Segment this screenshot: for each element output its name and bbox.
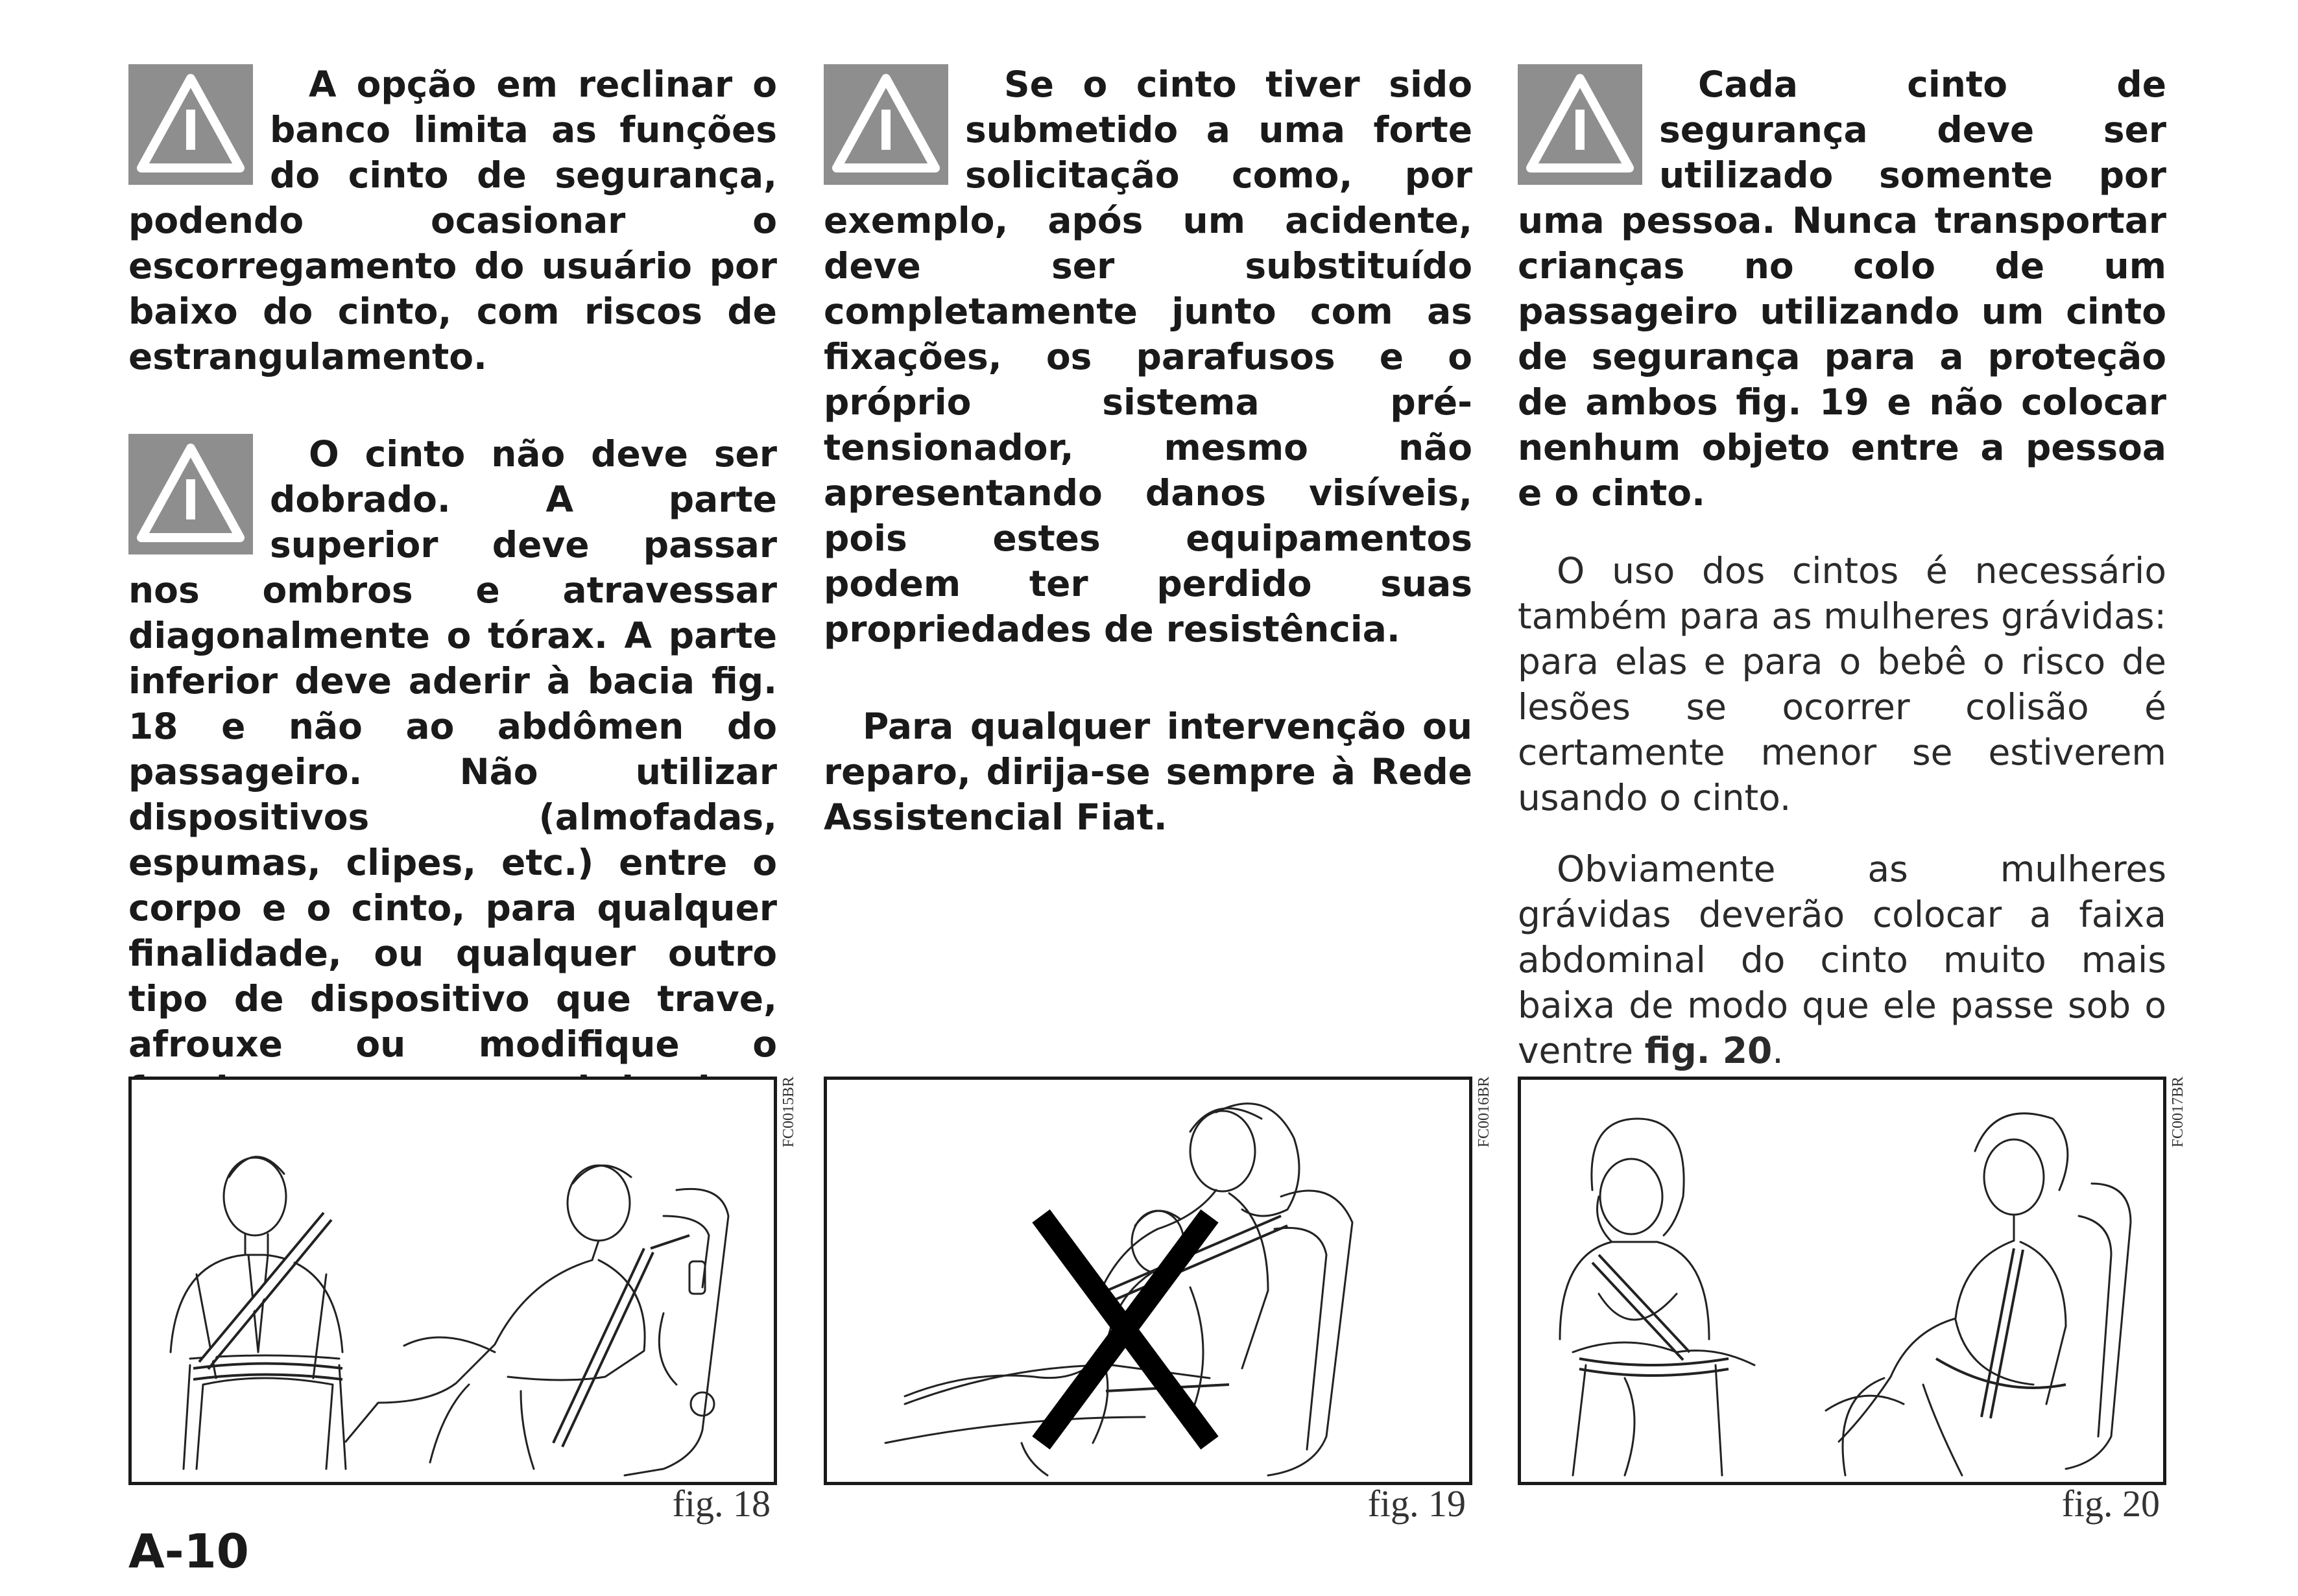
page-number: A-10 [128,1524,249,1578]
body-paragraph: O uso dos cintos é necessário também para as mulheres grávidas: para elas e para o bebê o risco de lesões se ocorrer colisão é certamente menor se estiverem usando o cinto. [1518,550,2166,818]
figure-code: FC0016BR [1476,1077,1492,1148]
service-note: Para qualquer intervenção ou reparo, dirija-se sempre à Rede Assistencial Fiat. [824,706,1472,838]
figure-reference: fig. 20 [1644,1030,1773,1071]
figure-18-illustration [128,1077,777,1485]
figure-20-illustration [1518,1077,2166,1485]
column-3 [1518,62,2166,1099]
warning-triangle-icon [128,64,253,185]
figure-caption: fig. 18 [672,1483,771,1525]
warning-triangle-icon [824,64,948,185]
figure-code: FC0015BR [780,1077,797,1148]
figure-caption: fig. 20 [2061,1483,2160,1525]
warning-block [128,62,777,379]
warning-block [128,431,777,1158]
warning-text: Se o cinto tiver sido submetido a uma forte solicitação como, por exemplo, após um acidente, deve ser substituído completamente junto com as fixações, os parafusos e o próprio sistema pré-tensionador, mesmo não apresentando danos visíveis, pois estes equipamentos podem ter perdido suas propriedades de resistência. [824,64,1472,650]
warning-text: Cada cinto de segurança deve ser utilizado somente por uma pessoa. Nunca transportar crianças no colo de um passageiro utilizando um cinto de segurança para a proteção de ambos fig. 19 e não colocar nenhum objeto entre a pessoa e o cinto. [1518,64,2166,514]
warning-text: A opção em reclinar o banco limita as funções do cinto de segurança, podendo ocasionar o escorregamento do usuário por baixo do cinto, com riscos de estrangulamento. [128,64,777,377]
body-paragraph: Obviamente as mulheres grávidas deverão colocar a faixa abdominal do cinto muito mais baixa de modo que ele passe sob o ventre fig. 20. [1518,848,2166,1071]
column-1 [128,62,777,1209]
warning-block [824,62,1472,652]
warning-triangle-icon [1518,64,1642,185]
warning-text: O cinto não deve ser dobrado. A parte superior deve passar nos ombros e atravessar diagonalmente o tórax. A parte inferior deve aderir à bacia fig. 18 e não ao abdômen do passageiro. Não utilizar dispositivos (almofadas, espumas, clipes, etc.) entre o corpo e o cinto, para qualquer finalidade, ou qualquer outro tipo de dispositivo que trave, afrouxe ou modifique o [128,433,777,1065]
figure-caption: fig. 19 [1367,1483,1466,1525]
figure-code: FC0017BR [2170,1077,2186,1148]
warning-triangle-icon [128,434,253,554]
column-2 [824,62,1472,840]
warning-block [1518,62,2166,516]
figure-19-illustration [824,1077,1472,1485]
